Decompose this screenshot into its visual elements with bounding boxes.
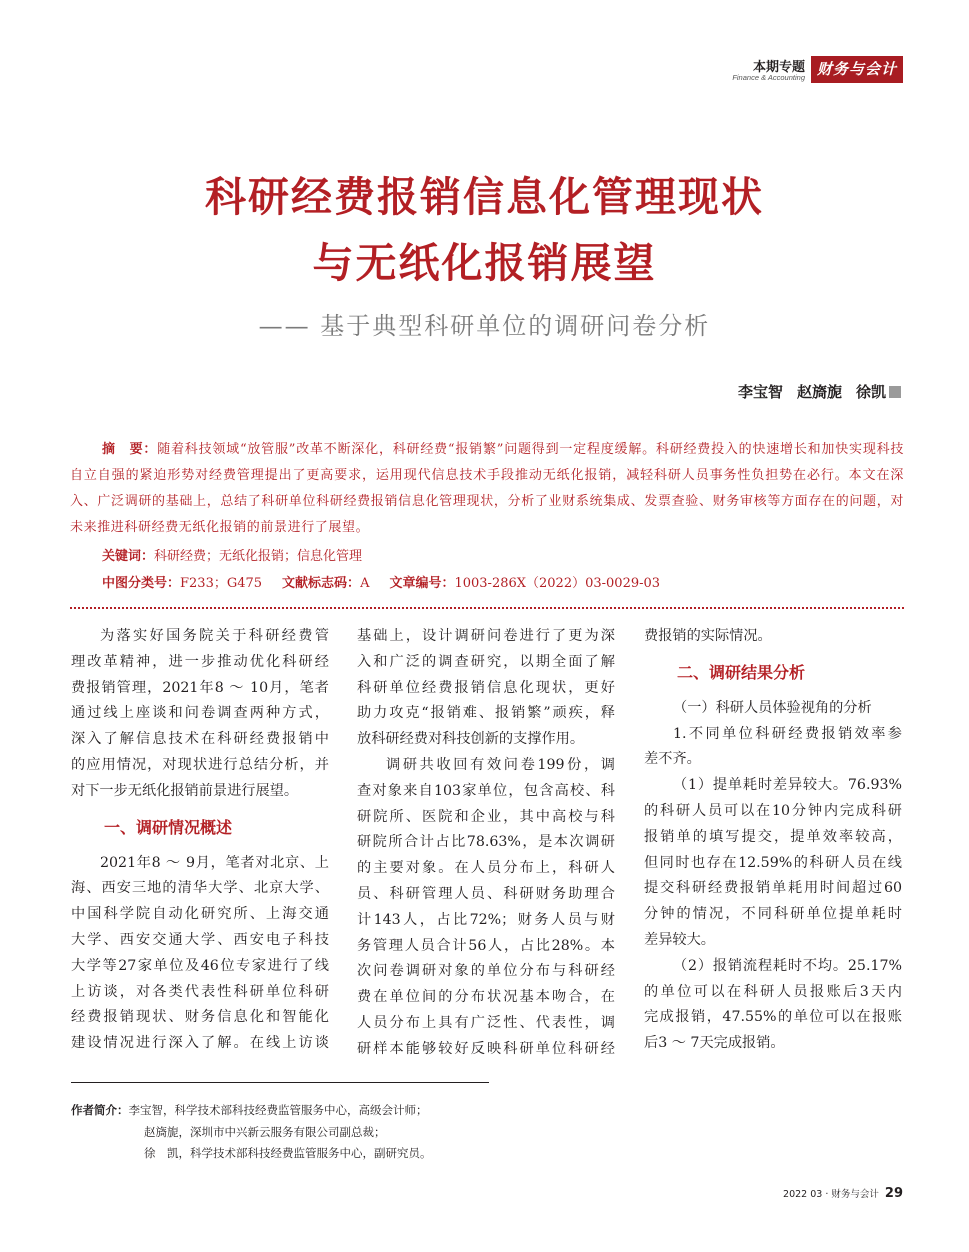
text-line: 研院所合计占比78.63%，是本次调研 — [357, 834, 615, 851]
doc-code-label: 文献标志码： — [282, 576, 361, 591]
masthead — [703, 56, 903, 86]
text-line: 大学等27家单位及46位专家进行了线 — [71, 957, 329, 974]
article-title-line-1: 科研经费报销信息化管理现状 — [205, 173, 764, 221]
abstract-text: 随着科技领域“放管服”改革不断深化，科研经费“报销繁”问题得到一定程度缓解。科研经费投入的快速增长和加快实现科技自立自强的紧迫形势对经费管理提出了更高要求，运用现代信息技术手段推动无纸化报销，减轻科研人员事务性负担势在必行。本文在深入、广泛调研的基础上，总结了科研单位科研经费报销信息化管理现状，分析了业财系统集成、发票查验、财务审核等方面存在的问题，对未来推进科研经费无纸化报销的前景进行了展望。 — [70, 442, 905, 535]
text-line: 大学、西安交通大学、西安电子科技 — [71, 931, 329, 948]
section-heading-1: 一、调研情况概述 — [104, 817, 233, 837]
text-line: 2021年8 ～ 9月，笔者对北京、上 — [100, 854, 329, 871]
text-line: 入和广泛的调查研究，以期全面了解 — [357, 653, 615, 670]
text-line: 次问卷调研对象的单位分布与科研经 — [357, 963, 615, 980]
author-name: 赵旖旎 — [796, 383, 842, 401]
text-line: 员、科研管理人员、科研财务助理合 — [357, 885, 615, 902]
text-line: 研院所、医院和企业，其中高校与科 — [357, 808, 615, 825]
author-intro-label: 作者简介： — [71, 1103, 129, 1117]
keywords-label: 关键词： — [102, 549, 155, 564]
article-subtitle: —— 基于典型科研单位的调研问卷分析 — [258, 312, 711, 340]
text-line: 差异较大。 — [644, 931, 715, 948]
text-line: 深入了解信息技术在科研经费报销中 — [71, 731, 329, 748]
column-topic: 本期专题 — [752, 60, 805, 75]
author-intro-line: 李宝智，科学技术部科技经费监管服务中心，高级会计师； — [128, 1103, 428, 1117]
text-line: 的主要对象。在人员分布上，科研人 — [357, 860, 615, 877]
text-line: 费报销的实际情况。 — [644, 628, 772, 644]
body-column-3 — [644, 624, 902, 1057]
text-line: 差不齐。 — [644, 751, 701, 768]
abstract — [70, 437, 904, 541]
text-line: （1）提单耗时差异较大。76.93% — [673, 777, 902, 794]
text-line: 计143人，占比72%；财务人员与财 — [357, 911, 615, 928]
section-heading-2: 二、调研结果分析 — [677, 662, 806, 682]
text-line: 科研单位经费报销信息化现状，更好 — [357, 679, 615, 696]
text-line: 费在单位间的分布状况基本吻合，在 — [357, 989, 615, 1006]
author-name: 徐凯 — [855, 383, 886, 401]
classification-line — [102, 572, 660, 591]
text-line: 通过线上座谈和问卷调查两种方式， — [71, 705, 329, 722]
text-line: 中国科学院自动化研究所、上海交通 — [71, 906, 329, 923]
text-line: 上访谈，对各类代表性科研单位科研 — [71, 983, 329, 1000]
text-line: 基础上，设计调研问卷进行了更为深 — [357, 628, 615, 644]
text-line: 提交科研经费报销单耗用时间超过60 — [644, 880, 902, 897]
journal-english-name: Finance & Accounting — [732, 73, 805, 82]
author-introduction — [71, 1100, 432, 1165]
text-line: 查对象来自103家单位，包含高校、科 — [357, 782, 615, 799]
text-line: 海、西安三地的清华大学、北京大学、 — [71, 880, 329, 897]
text-line: 建设情况进行深入了解。在线上访谈 — [71, 1035, 329, 1052]
end-square-icon — [889, 386, 901, 398]
text-line: 放科研经费对科技创新的支撑作用。 — [357, 731, 585, 748]
footnote-rule — [71, 1082, 489, 1083]
text-line: 务管理人员合计56人，占比28%。本 — [357, 937, 615, 954]
text-line: 对下一步无纸化报销前景进行展望。 — [71, 782, 299, 799]
text-line: 后3 ～ 7天完成报销。 — [644, 1035, 785, 1052]
issue-info: 2022 03 · 财务与会计 — [783, 1189, 879, 1200]
journal-logo: 财务与会计 — [811, 56, 903, 83]
text-line: 调研共收回有效问卷199份，调 — [386, 756, 615, 773]
author-intro-line: 徐 凯，科学技术部科技经费监管服务中心，副研究员。 — [144, 1146, 432, 1160]
text-line: 的单位可以在科研人员报账后3天内 — [644, 983, 902, 1000]
body-column-2 — [357, 624, 615, 1063]
text-line: 人员分布上具有广泛性、代表性，调 — [357, 1014, 615, 1031]
text-line: 但同时也存在12.59%的科研人员在线 — [644, 854, 902, 871]
author-intro-line: 赵旖旎，深圳市中兴新云服务有限公司副总裁； — [144, 1124, 386, 1139]
page-footer — [783, 1186, 903, 1201]
text-line: 研样本能够较好反映科研单位科研经 — [357, 1040, 615, 1057]
text-line: 助力攻克“报销难、报销繁”顽疾，释 — [357, 705, 615, 722]
subsection-heading: （一）科研人员体验视角的分析 — [673, 699, 872, 716]
dotted-divider — [70, 607, 904, 609]
text-line: 的科研人员可以在10分钟内完成科研 — [644, 802, 902, 819]
text-line: 分钟的情况，不同科研单位提单耗时 — [644, 906, 902, 923]
keywords — [102, 545, 362, 564]
doc-code-value: A — [360, 576, 370, 591]
text-line: 费报销管理，2021年8 ～ 10月，笔者 — [71, 679, 329, 696]
article-title-line-2: 与无纸化报销展望 — [312, 239, 657, 287]
text-line: 1.不同单位科研经费报销效率参 — [673, 725, 902, 742]
body-column-1 — [71, 624, 329, 1057]
text-line: 完成报销，47.55%的单位可以在报账 — [644, 1009, 902, 1026]
page-number: 29 — [884, 1186, 903, 1201]
abstract-label: 摘 要： — [102, 442, 158, 457]
article-number-value: 1003-286X（2022）03-0029-03 — [454, 576, 661, 591]
text-line: 为落实好国务院关于科研经费管 — [100, 628, 329, 644]
clc-value: F233；G475 — [180, 576, 263, 591]
text-line: 的应用情况，对现状进行总结分析，并 — [71, 756, 329, 773]
author-name: 李宝智 — [737, 383, 783, 401]
keywords-text: 科研经费；无纸化报销；信息化管理 — [154, 549, 363, 564]
clc-label: 中图分类号： — [102, 576, 181, 591]
text-line: 理改革精神，进一步推动优化科研经 — [71, 653, 329, 670]
text-line: （2）报销流程耗时不均。25.17% — [673, 957, 902, 974]
text-line: 报销单的填写提交，提单效率较高， — [644, 828, 902, 845]
text-line: 经费报销现状、财务信息化和智能化 — [71, 1009, 329, 1026]
article-number-label: 文章编号： — [389, 576, 455, 591]
author-list — [724, 381, 901, 402]
